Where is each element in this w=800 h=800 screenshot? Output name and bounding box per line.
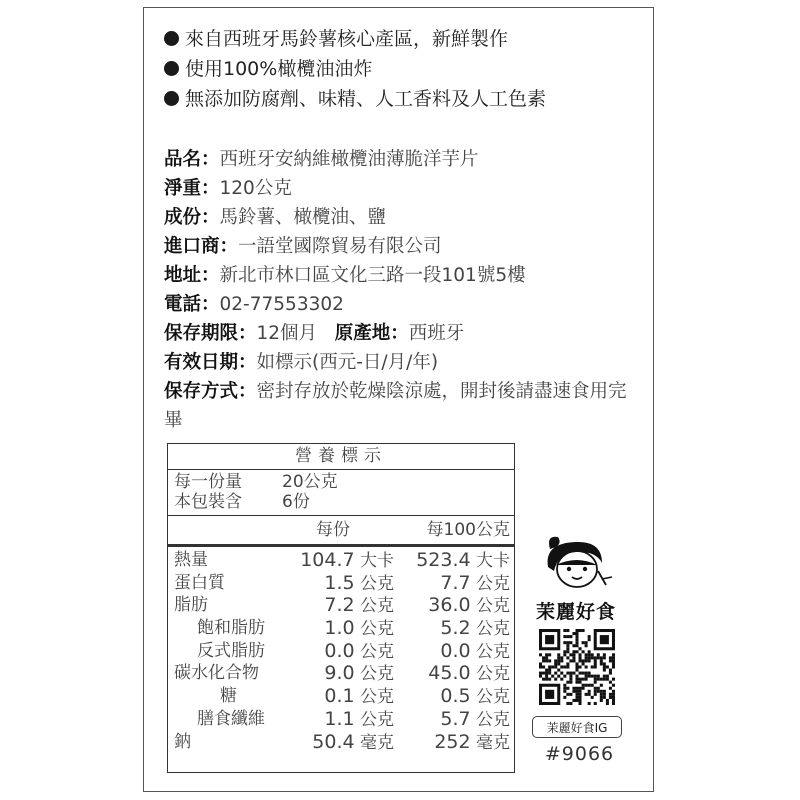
bullet-icon (164, 61, 179, 76)
importer-row: 進口商：一語堂國際貿易有限公司 (164, 236, 442, 257)
nutrition-row (168, 549, 514, 572)
nutrition-row (168, 708, 514, 731)
nutrition-row (168, 572, 514, 595)
per-100g-value: 7.7 公克 (440, 571, 510, 594)
nutrition-row (168, 685, 514, 708)
per-100g-value: 523.4 大卡 (416, 549, 510, 571)
nutrient-name: 糖 (220, 686, 237, 707)
per-serving-value: 0.1 公克 (324, 685, 394, 708)
per-serving-value: 1.5 公克 (324, 571, 394, 594)
per-100g-value: 0.5 公克 (440, 685, 510, 708)
qr-code[interactable] (539, 629, 615, 709)
feature-item: 來自西班牙馬鈴薯核心產區，新鮮製作 (164, 24, 546, 54)
feature-list (164, 24, 546, 114)
address-row: 地址：新北市林口區文化三路一段101號5樓 (164, 265, 526, 286)
feature-item: 無添加防腐劑、味精、人工香料及人工色素 (164, 84, 546, 114)
per-serving-value: 0.0 公克 (324, 639, 394, 662)
nutrition-rows (168, 547, 514, 753)
per-100g-header: 每100公克 (426, 520, 510, 540)
per-100g-value: 5.2 公克 (440, 617, 510, 640)
net-weight-row: 淨重：120公克 (164, 178, 292, 199)
product-info (164, 145, 644, 435)
nutrient-name: 蛋白質 (174, 572, 225, 593)
per-serving-value: 7.2 公克 (324, 594, 394, 617)
nutrient-name: 鈉 (174, 731, 191, 752)
brand-name: 茉麗好食 (535, 601, 616, 623)
nutrient-name: 膳食纖維 (197, 708, 265, 729)
nutrient-name: 熱量 (174, 550, 208, 570)
nutrient-name: 脂肪 (174, 595, 208, 616)
nutrition-header (168, 516, 514, 547)
nutrition-table (167, 443, 515, 773)
per-serving-value: 1.1 公克 (324, 707, 394, 730)
nutrition-row (168, 662, 514, 685)
phone-row: 電話：02-77553302 (164, 294, 344, 315)
shelf-life-row: 保存期限：12個月 原產地：西班牙 (164, 323, 465, 344)
expiry-row: 有效日期：如標示(西元-日/月/年) (164, 352, 439, 373)
per-serving-header: 每份 (316, 520, 350, 540)
nutrition-row (168, 594, 514, 617)
bullet-icon (164, 91, 179, 106)
bullet-icon (164, 31, 179, 46)
per-100g-value: 252 毫克 (434, 730, 510, 753)
nutrition-row (168, 617, 514, 640)
nutrient-name: 飽和脂肪 (197, 618, 265, 639)
ingredients-row: 成份：馬鈴薯、橄欖油、鹽 (164, 207, 387, 228)
nutrient-name: 碳水化合物 (174, 663, 259, 684)
product-code: #9066 (544, 743, 615, 765)
instagram-tag: 茉麗好食IG (532, 716, 622, 738)
per-serving-value: 1.0 公克 (324, 617, 394, 640)
serving-info: 每一份量 20公克 本包裝含 6份 (168, 470, 514, 516)
per-serving-value: 50.4 毫克 (312, 730, 394, 753)
nutrition-row (168, 731, 514, 754)
product-label (143, 7, 654, 792)
girl-face-icon (536, 533, 616, 591)
product-name-row: 品名：西班牙安納維橄欖油薄脆洋芋片 (164, 149, 479, 170)
nutrient-name: 反式脂肪 (197, 640, 265, 661)
per-serving-value: 9.0 公克 (324, 662, 394, 685)
per-100g-value: 45.0 公克 (428, 662, 510, 685)
qr-code-icon (539, 629, 615, 705)
nutrition-row (168, 640, 514, 663)
per-serving-value: 104.7 大卡 (300, 549, 394, 571)
nutrition-title: 營養標示 (168, 444, 514, 470)
per-100g-value: 5.7 公克 (440, 707, 510, 730)
storage-row: 保存方式：密封存放於乾燥陰涼處，開封後請盡速食用完畢 (164, 381, 627, 431)
brand-logo (526, 533, 626, 624)
per-100g-value: 36.0 公克 (428, 594, 510, 617)
feature-item: 使用100%橄欖油油炸 (164, 54, 546, 84)
per-100g-value: 0.0 公克 (440, 639, 510, 662)
